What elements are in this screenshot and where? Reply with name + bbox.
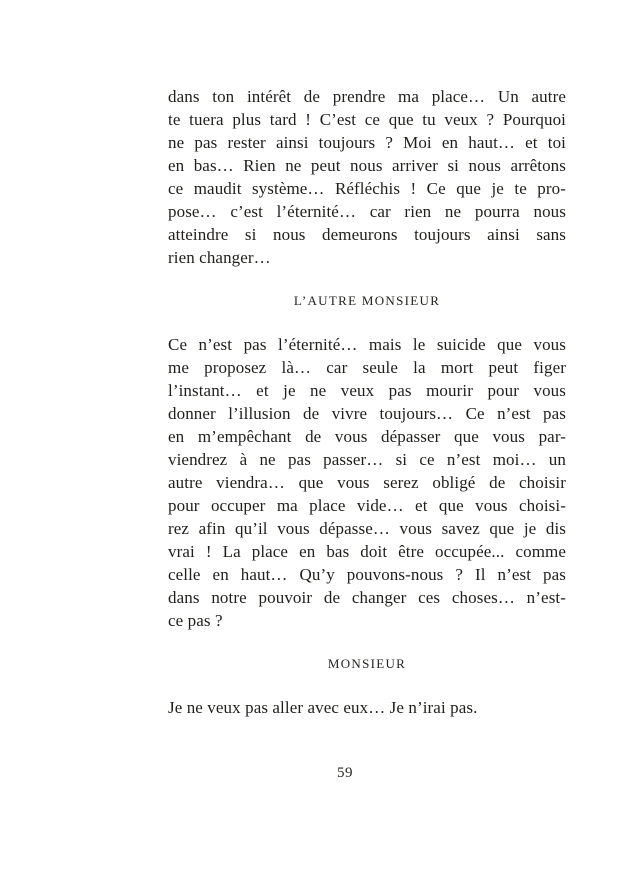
text-line: en bas… Rien ne peut nous arriver si nous arrêtons [168, 156, 566, 175]
text-line: rez afin qu’il vous dépasse… vous savez que je dis [168, 519, 566, 538]
text-line: ce pas ? [168, 611, 223, 630]
text-line: donner l’illusion de vivre toujours… Ce n’est pas [168, 404, 566, 423]
text-line: pour occuper ma place vide… et que vous choisi- [168, 496, 566, 515]
text-line: me proposez là… car seule la mort peut figer [168, 358, 566, 377]
text-line: dans ton intérêt de prendre ma place… Un autre [168, 87, 566, 106]
text-line: celle en haut… Qu’y pouvons-nous ? Il n’est pas [168, 565, 566, 584]
text-line: Ce n’est pas l’éternité… mais le suicide que vous [168, 335, 566, 354]
text-line: te tuera plus tard ! C’est ce que tu veux ? Pourquoi [168, 110, 566, 129]
text-line: ne pas rester ainsi toujours ? Moi en haut… et toi [168, 133, 566, 152]
text-line: l’instant… et je ne veux pas mourir pour vous [168, 381, 566, 400]
text-column [168, 85, 566, 719]
paragraph-continuation [168, 85, 566, 269]
page-number: 59 [337, 765, 353, 781]
page-footer [168, 764, 522, 782]
text-line: dans notre pouvoir de changer ces choses… n’est- [168, 588, 566, 607]
text-line: en m’empêchant de vous dépasser que vous par- [168, 427, 566, 446]
text-line: autre viendra… que vous serez obligé de choisir [168, 473, 566, 492]
text-line: rien changer… [168, 248, 271, 267]
text-line: Je ne veux pas aller avec eux… Je n’irai pas. [168, 698, 478, 717]
text-line: atteindre si nous demeurons toujours ainsi sans [168, 225, 566, 244]
speaker-heading-1: L’AUTRE MONSIEUR [293, 293, 441, 308]
dialogue-paragraph-2 [168, 696, 566, 719]
text-line: ce maudit système… Réfléchis ! Ce que je te pro- [168, 179, 566, 198]
speaker-heading-2: MONSIEUR [327, 656, 407, 671]
text-line: vrai ! La place en bas doit être occupée... comme [168, 542, 566, 561]
text-line: pose… c’est l’éternité… car rien ne pourra nous [168, 202, 566, 221]
dialogue-paragraph-1 [168, 333, 566, 632]
text-line: viendrez à ne pas passer… si ce n’est moi… un [168, 450, 566, 469]
